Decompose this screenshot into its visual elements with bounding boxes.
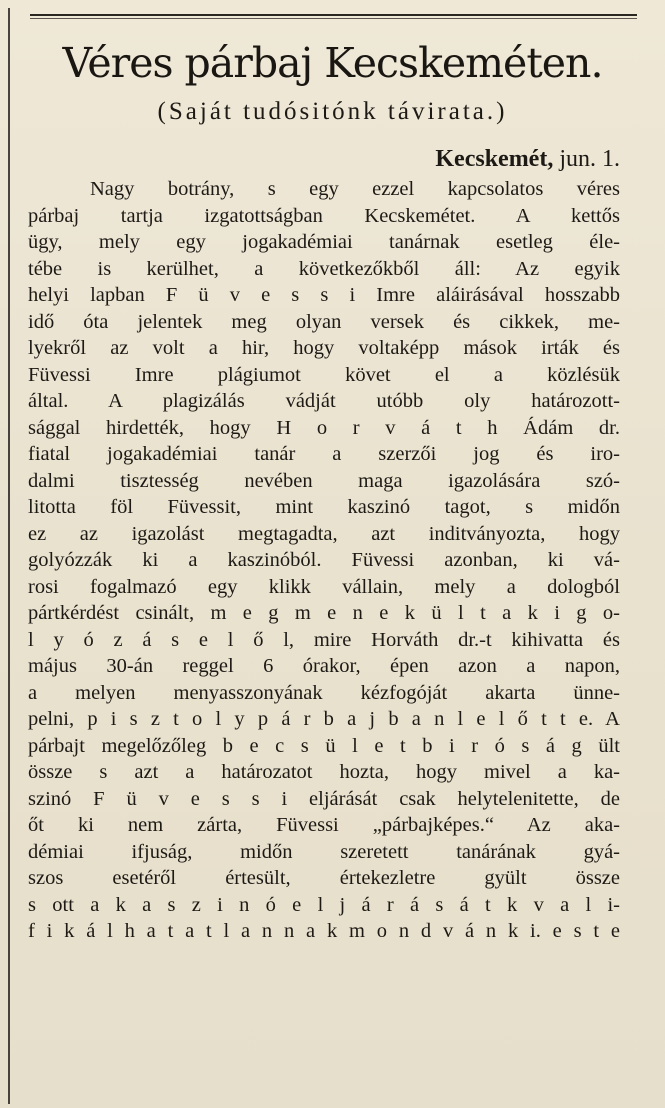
dateline-date: jun. 1.	[559, 146, 620, 172]
article-headline: Véres párbaj Kecskeméten.	[62, 39, 603, 87]
text-line: f i k á l h a t a t l a n n a k m o n d v á n k i. e s t e	[28, 920, 620, 942]
text-line: által. A plagizálás vádját utóbb oly határozott-	[28, 390, 620, 412]
article-body	[28, 176, 620, 945]
text-line: párbajt megelőzőleg b e c s ü l e t b i r ó s á g ült	[28, 734, 620, 757]
text-line: május 30-án reggel 6 órakor, épen azon a napon,	[28, 655, 620, 677]
text-line: lyekről az volt a hir, hogy voltaképp mások irták és	[28, 337, 620, 359]
text-line: s ott a k a s z i n ó e l j á r á s á t k v a l i-	[28, 893, 620, 916]
text-line: ez az igazolást megtagadta, azt inditványozta, hogy	[28, 522, 620, 545]
text-line: szos esetéről értesült, értekezletre gyült össze	[28, 867, 620, 889]
text-line: párbaj tartja izgatottságban Kecskemétet. A kettős	[28, 204, 620, 227]
text-line: idő óta jelentek meg olyan versek és cikkek, me-	[28, 310, 620, 333]
text-line: a melyen menyasszonyának kézfogóját akarta ünne-	[28, 681, 620, 704]
text-line: pelni, p i s z t o l y p á r b a j b a n l e l ő t t e. A	[28, 708, 620, 730]
text-line: golyózzák ki a kaszinóból. Füvessi azonban, ki vá-	[28, 549, 620, 571]
text-line: Nagy botrány, s egy ezzel kapcsolatos véres	[90, 178, 620, 200]
text-line: fiatal jogakadémiai tanár a szerzői jog és iro-	[28, 443, 620, 465]
text-line: tébe is kerülhet, a következőkből áll: Az egyik	[28, 257, 620, 280]
text-line: rosi fogalmazó egy klikk vállain, mely a dologból	[28, 575, 620, 598]
text-line: őt ki nem zárta, Füvessi „párbajképes.“ Az aka-	[28, 814, 620, 836]
column-rule	[8, 8, 10, 1104]
text-line: Füvessi Imre plágiumot követ el a közlésük	[28, 363, 620, 386]
top-rule	[30, 14, 637, 16]
text-line: sággal hirdették, hogy H o r v á t h Ádám dr.	[28, 416, 620, 439]
top-rule-thin	[30, 18, 637, 19]
text-line: litotta föl Füvessit, mint kaszinó tagot, s midőn	[28, 496, 620, 518]
article-subheading: (Saját tudósitónk távirata.)	[157, 98, 508, 125]
text-line: helyi lapban F ü v e s s i Imre aláirásával hosszabb	[28, 284, 620, 306]
text-line: l y ó z á s e l ő l, mire Horváth dr.-t kihivatta és	[28, 628, 620, 651]
dateline-place: Kecskemét,	[435, 146, 554, 172]
text-line: pártkérdést csinált, m e g m e n e k ü l t a k i g o-	[28, 602, 620, 624]
text-line: ügy, mely egy jogakadémiai tanárnak esetleg éle-	[28, 231, 620, 253]
text-line: dalmi tisztesség nevében maga igazolására szó-	[28, 469, 620, 492]
text-line: össze s azt a határozatot hozta, hogy mivel a ka-	[28, 761, 620, 783]
article-dateline	[330, 144, 620, 174]
text-line: démiai ifjuság, midőn szeretett tanárának gyá-	[28, 840, 620, 863]
text-line: szinó F ü v e s s i eljárását csak helytelenitette, de	[28, 787, 620, 810]
